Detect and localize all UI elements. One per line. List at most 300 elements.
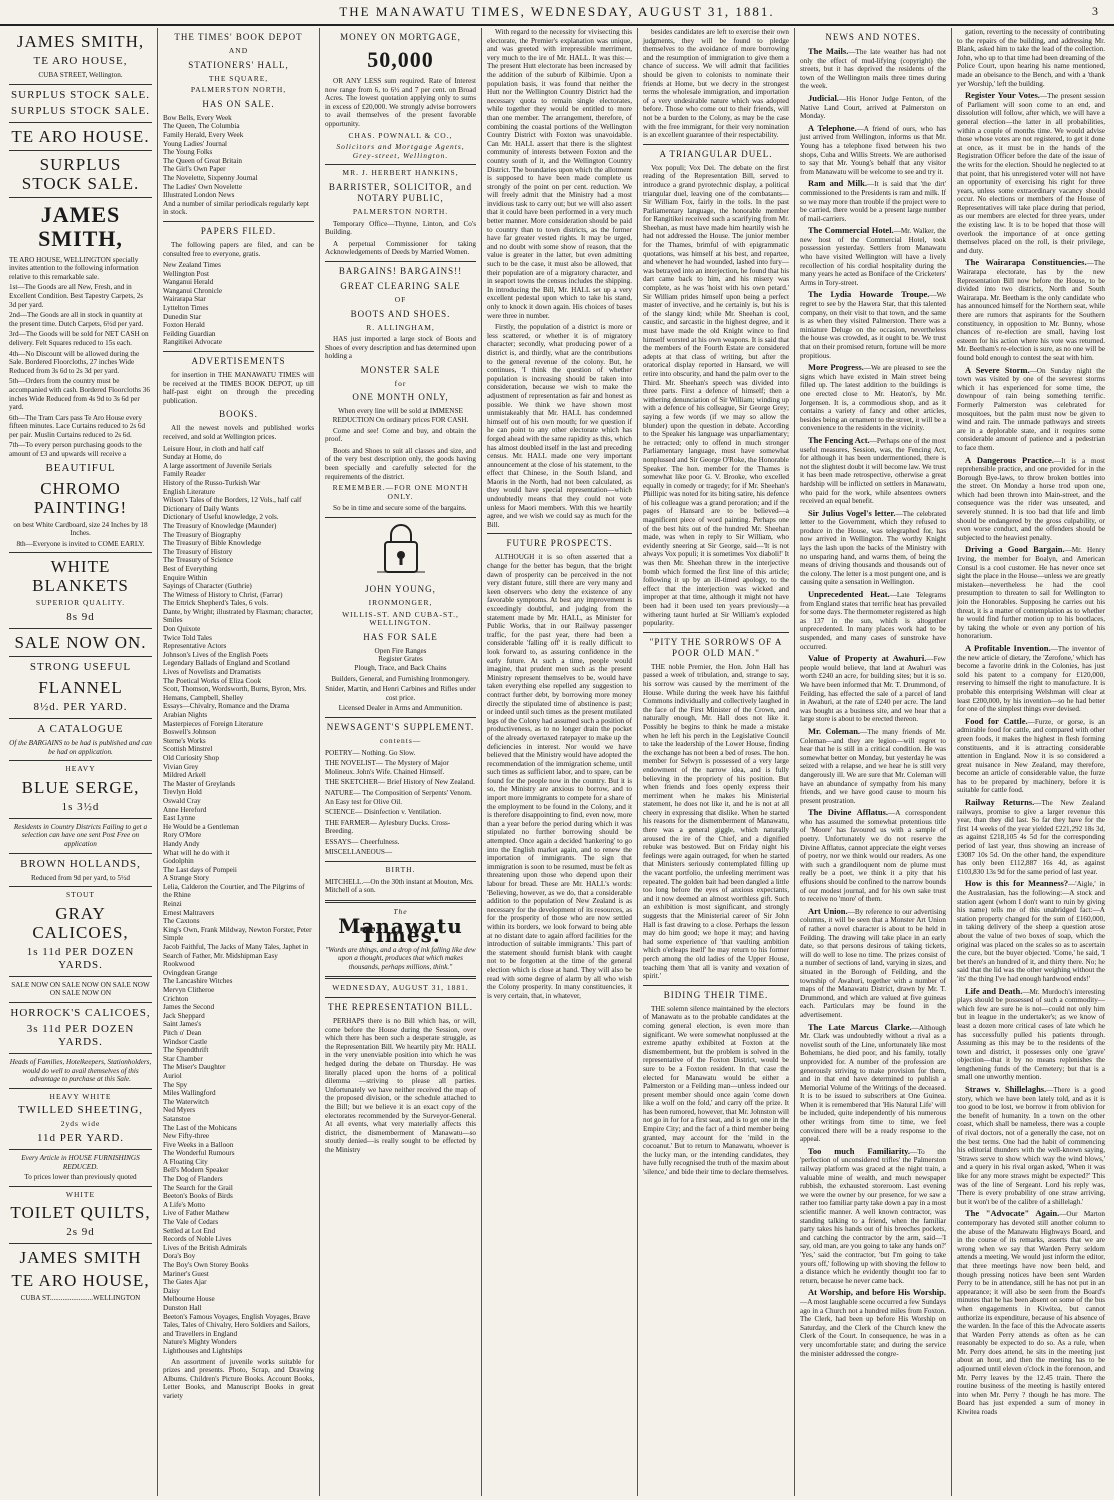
- news-item: [957, 258, 1105, 362]
- list-item: Ernest Maltravers: [163, 908, 215, 917]
- contents-item: POETRY— Nothing. Go Slow.: [325, 748, 416, 757]
- list-item: The Vale of Cedars: [163, 1218, 219, 1227]
- list-item: History of the Russo-Turkish War: [163, 478, 261, 487]
- ad-line: SURPLUS STOCK SALE.: [11, 88, 150, 101]
- list-item: Legendary Ballads of England and Scotland: [163, 659, 290, 668]
- column-book-depot: [158, 28, 320, 1496]
- news-item-body: —Mr. Murdoch's interesting plays should be possessed of such a commodity—which few are sure he is not—could not only him but in league in the undertaker's; as we know of least a dozen more critical cases of late which he has successfully pulled his patients through. Assuming as this may be to the residents of the town and district, it possesses only one 'grave' objection—that it by no means replenishes the lengthening funds of the Cemetery; but that is a small one unworthy mention.: [957, 987, 1105, 1082]
- ad-line: for: [394, 378, 407, 388]
- ad-heading: BLUE SERGE,: [21, 777, 140, 797]
- list-item: Dictionary of Useful knowledge, 2 vols.: [163, 513, 279, 522]
- list-item: Boswell's Johnson: [163, 728, 217, 737]
- ad-heading: BARGAINS! BARGAINS!!: [338, 265, 463, 276]
- ad-line: Builders, General, and Furnishing Ironmongery.: [331, 674, 470, 683]
- news-item: [957, 1085, 1105, 1206]
- news-item: [957, 644, 1105, 714]
- list-item: The Master of Greylands: [163, 779, 236, 788]
- ad-price: 8s 9d: [66, 611, 95, 624]
- ad-line: Heads of Families, Hotelkeepers, Stationholders, would do well to avail themselves of this advantage to purchase at this Sale.: [9, 1057, 152, 1084]
- news-item-body: —The many friends of Mr. Coleman—and they are legion—will regret to hear that he is still in a critical condition. He was somewhat better on Monday, but yesterday he was seized with a relapse, and we hear he is still very dangerously ill. We are sure that Mr. Coleman will have an abundance of sympathy from his many friends, and we have good cause to mourn his present prostration.: [800, 727, 946, 805]
- news-item: [800, 727, 946, 805]
- list-item: New Zealand Times: [163, 261, 221, 270]
- news-item-body: —The late weather has had not only the effect of mud-lifying (copyright) the streets, but it has deprived the residents of the town of the Wellington mails three times during the week.: [800, 48, 946, 91]
- list-item: Best of Everything: [163, 564, 218, 573]
- ad-line: HEAVY: [65, 764, 96, 774]
- ad-address: CUBA STREET, Wellington.: [38, 71, 123, 79]
- section-heading: NEWS AND NOTES.: [825, 32, 921, 42]
- list-item: Ovingdean Grange: [163, 968, 218, 977]
- list-item: Oswald Cray: [163, 796, 201, 805]
- ad-point: 5th—Orders from the country must be accompanied with cash. Bordered Floorcloths 36 inches Wide Reduced from 4s 9d to 3s 6d per yard.: [9, 377, 150, 412]
- paragraph: HAS just imported a large stock of Boots and Shoes of every description and has determined upon holding a: [325, 335, 476, 361]
- list-item: The Witness of History to Christ, (Farrar): [163, 590, 283, 599]
- list-item: The Young Folks: [163, 148, 213, 157]
- news-item: [800, 94, 946, 121]
- list-item: Dictionary of Daily Wants: [163, 504, 239, 513]
- news-item-title: The Mails.: [808, 46, 849, 56]
- list-item: Bow Bells, Every Week: [163, 113, 232, 122]
- list-item: The Caxtons: [163, 917, 200, 926]
- ad-line: 2yds wide: [60, 1119, 101, 1129]
- ad-point: 6th—The Tram Cars pass Te Aro House every fifteen minutes. Lace Curtains reduced to 2s 6d per pair. Muslin Curtains reduced to 2s 6d.: [9, 413, 146, 439]
- ad-heading: BROWN HOLLANDS,: [20, 857, 141, 870]
- ad-line: Of the BARGAINS to be had is published and can be had on application.: [9, 739, 152, 756]
- article-body: THE noble Premier, the Hon. John Hall has passed a week of tribulation, and, strange to say, his sorrow was caused by the merriment of the House. While during the week have his faithful Commons individually and collectively laughed in the face of the First Minister of the Crown, and naturally enough, Mr. Hall does not like it. Possibly he begins to think he made a mistake when he left his perch in the Legislative Council to take the leadership of the Lower House, finding the exchange has not been a bed of roses. The hon. member for Selwyn is possessed of a very large endowment of the narrow idea, and is fully believing in the propriety of his position. But when friends and foes openly express their merriment when he makes his Ministerial statement, he does not like it, and he is not at all cheery in expressing that dislike. When he started his reasons for the dismemberment of Manawatu, there was a general giggle, which naturally aroused the ire of the Chief, and a dignified rebuke was bestowed. But on Friday night his feelings were again outraged, for when he started that Ministers seriously contemplated filling up the vacant portfolio, the unfeeling merriment was repeated. The golden bait had been dangled a little too long before the eyes of anxious expectants, and it now deemed an almost worthless gift. Such an exhibition is most significant, and strongly suggests that the Ministerial career of Sir John Hall is fast drawing to a close. Perhaps the lesson may do him good; we hope it may; and having had some experience of 'that vaulting ambition which o'erleaps itself' he may return to his former perch among the old ladies of the Upper House, teaching them 'that all is vanity and vexation of spirit.': [643, 662, 789, 981]
- list-item: A Life's Motto: [163, 1200, 206, 1209]
- news-item-body: —To the 'perfection of unconsidered trifles' the Palmerston railway platform was graced at the night train, a valuable mine of wealth, and much newspaper rubbish, the exhausted storeroom. Last evening we were the owner by our presence, for we saw a rather too familiar party take down a pay in a most scientific manner. A well known contractor, was standing talking to a friend, when the familiar party takes his hands out of his breeches pockets, and catching the contractor by the arm, said—'I say, old man, are you going to take any hands on?' 'Yes,' said the contractor, 'but I'm going to take yours off,' following up with shoving the fellow to a distance which he evidently thought too far to return, because he never came back.: [800, 1147, 946, 1285]
- ad-line: Licensed Dealer in Arms and Ammunition.: [338, 704, 463, 713]
- list-item: The Treasury of Knowledge (Maunder): [163, 521, 277, 530]
- list-item: Nature's Mighty Wonders: [163, 1338, 237, 1347]
- ad-point: 4th—No Discount will be allowed during the Sale. Bordered Floorcloths, 27 inches Wide Reduced from 3s 6d to 2s 3d per yard.: [9, 349, 140, 375]
- news-item: [957, 717, 1105, 795]
- list-item: Feilding Guardian: [163, 329, 216, 338]
- list-item: Miles Wallingford: [163, 1089, 216, 1098]
- list-item: Ned Myers: [163, 1106, 196, 1115]
- list-item: Beeton's Famous Voyages, English Voyages, Brave Tales, Tales of Chivalry, Hero Soldiers and Sailors, and Travellers in England: [163, 1312, 311, 1338]
- ad-line: Open Fire Ranges Register Grates Plough, Trace, and Back Chains: [354, 646, 447, 672]
- list-item: Star Chamber: [163, 1054, 203, 1063]
- news-item: [800, 1147, 946, 1286]
- news-item-title: A Profitable Invention.: [965, 642, 1051, 653]
- ad-line: PALMERSTON NORTH,: [190, 85, 287, 95]
- article-title: "PITY THE SORROWS OF A POOR OLD MAN.": [649, 636, 783, 658]
- news-item-body: —Mr. Walker, the new host of the Commercial Hotel, took possession yesterday. Settlers from Manawatu who have visited Wellington will have a lively recollection of his cordial hospitality during the many years he acted as Boniface of the Cricketers' Arms in Tory-street.: [800, 227, 947, 287]
- article-title: THE REPRESENTATION BILL.: [327, 1002, 474, 1012]
- news-item-title: At Worship, and before His Worship.: [808, 1287, 946, 1298]
- list-item: Crichton: [163, 994, 189, 1003]
- ad-point: 2nd—The Goods are all in stock in quantity at the present time. Dutch Carpets, 6½d per yard.: [9, 311, 144, 328]
- news-item-title: The Lydia Howarde Troupe.: [808, 289, 930, 300]
- list-item: Trevlyn Hold: [163, 788, 202, 797]
- list-item: Anne Hereford: [163, 805, 207, 814]
- news-item-body: —Late Telegrams from England states that terrific heat has prevailed for some days. The thermometer registered as high as 137 in the sun, which is altogether unprecedented. In many places work had to be suspended, and many cases of sunstroke have occurred.: [800, 591, 946, 651]
- news-item-title: Food for Cattle.: [965, 715, 1028, 726]
- list-item: Sterne's Works: [163, 736, 206, 745]
- list-item: Wilson's Tales of the Borders, 12 Vols., half calf: [163, 496, 302, 505]
- list-item: Vivian Grey: [163, 762, 199, 771]
- ad-line: CHAS. POWNALL & CO.,: [348, 130, 453, 140]
- papers-list: [163, 261, 314, 347]
- column-news-notes-2: [952, 28, 1110, 1496]
- contents-item: NATURE— The Composition of Serpents' Venom. An Easy test for Olive Oil.: [325, 788, 472, 806]
- ad-intro: TE ARO HOUSE, WELLINGTON specially invites attention to the following information relative to this remarkable sale.: [9, 255, 139, 281]
- list-item: New Fifty-three: [163, 1132, 210, 1141]
- paragraph: Boots and Shoes to suit all classes and size, and of the very best description only, the goods having been specially and carefully selected for the requirements of the district.: [325, 446, 476, 481]
- ad-heading: JAMES SMITH: [19, 1248, 142, 1268]
- ad-heading: MONEY ON MORTGAGE,: [340, 32, 461, 42]
- news-item: [957, 456, 1105, 543]
- ad-line: A CATALOGUE: [37, 723, 124, 736]
- ad-point: 7th—To every person purchasing goods to the amount of £3 and upwards will receive a: [9, 441, 142, 459]
- ad-line: 8th—Everyone is invited to COME EARLY.: [16, 539, 145, 548]
- list-item: Don Quixote: [163, 625, 201, 634]
- article-body: THE solemn silence maintained by the electors of Manawatu as to the probable candidates at the coming general election, is even more than significant. We were somewhat nonplussed at the extreme apathy exhibited at Foxton at the dismemberment, but the problem is solved in the representative of the Foxton District, would be sure to be a Foxton resident. In that case the elected for Manawatu would be either a Palmerston or a Feilding man—unless indeed our present member should once again 'come down like a wolf on the fold,' and carry off the prize. It has been rumored, however, that Mr. Johnston will not go in for for a first seat, and is to get one in the Empire City; and the fact of a third member being granted, may account for the 'mild in the cocoanut.' But to return to Manawatu, whoever is the lucky man, or the intending candidates, they have fully recognised the truth of the maxim about 'silence,' and bide their time to declare themselves.: [643, 1004, 789, 1177]
- list-item: The Spy: [163, 1080, 188, 1089]
- list-item: A Strange Story: [163, 874, 209, 883]
- list-item: Twice Told Tales: [163, 633, 212, 642]
- article-body: besides candidates are left to exercise their own judgments, they will be found to pledge themselves to the avoidance of more borrowing and the resumption of immigration to give them a chance of success. We will admit that facilities should be given to colonists to nominate their friends at Home, but we decry in the strongest terms the wholesale immigration, and importation of a very undesirable nature which was adopted before. Those who come out to their friends, will not be a burden to the Colony, as may be the case with the free immigrant, for their very nomination is an excellent guarantee of their respectability.: [643, 28, 789, 140]
- news-item-body: —A correspondent who has assumed the somewhat pretentious title of 'Moore' has favoured us with a sample of poetry. Unfortunately we do not reserve the Divine Afflatus, cannot appreciate the eight verses of poetry, nor we think would our readers. As one with such a grandiloquent nom de plume must really be a poet, we think it a pity that his effusions should be confined to the narrow bounds of our modest journal, and for his own sake trust to receive no 'more' of them.: [800, 809, 947, 904]
- news-item: [957, 1209, 1105, 1416]
- paragraph: All the newest novels and published works received, and sold at Wellington prices.: [163, 424, 314, 441]
- news-item: [800, 509, 946, 587]
- ad-price: 1s 3½d: [61, 800, 100, 813]
- ad-line: IRONMONGER,: [368, 598, 433, 607]
- ad-line: Every Article in HOUSE FURNISHINGS REDUCED.: [21, 1153, 140, 1171]
- ad-heading: SURPLUS STOCK SALE.: [21, 154, 140, 193]
- news-item: [957, 879, 1105, 983]
- ad-heading: TE ARO HOUSE.: [11, 126, 150, 146]
- paragraph: So be in time and secure some of the bargains.: [333, 504, 467, 513]
- ad-line: BEAUTIFUL: [45, 461, 116, 474]
- ad-line: PALMERSTON NORTH.: [352, 206, 449, 216]
- news-item-title: Driving a Good Bargain.: [965, 544, 1065, 555]
- column-editorial: [482, 28, 638, 1496]
- list-item: Sunday at Home, do: [163, 453, 222, 462]
- list-item: The Treasury of Biography: [163, 530, 242, 539]
- paragraph: OR ANY LESS sum required. Rate of Interest now range from 6, to 6½ and 7 per cent. on Broad Acres. The lowest quotation applying only to sums in excess of £20,000. We strongly advise borrowers to avail themselves of the present favorable opportunity.: [325, 77, 476, 128]
- contents-item: THE NOVELIST— The Mystery of Major Molineux. John's Wife. Chained Himself.: [325, 759, 449, 776]
- contents-item: THE FARMER— Aylesbury Ducks. Cross-Breeding.: [325, 818, 451, 836]
- list-item: Auriol: [163, 1071, 182, 1080]
- list-item: The Boy's Own Storey Books: [163, 1261, 249, 1269]
- article-body: gation, reverting to the necessity of contributing to the repairs of the building, and addressing Mr. Blank, asked him to take the lead of the collection. John, who up to that time had been dreaming of the Police Court, upon hearing his name mentioned, made an obeisance to the Bench, and with a 'thank yer Worship,' left the building.: [957, 28, 1105, 88]
- news-item: [800, 179, 946, 223]
- ad-heading: TE ARO HOUSE,: [11, 1271, 150, 1291]
- news-item: [800, 907, 946, 1020]
- column-james-smith-ad: [4, 28, 158, 1496]
- ad-point: 1st—The Goods are all New, Fresh, and in Excellent Condition. Best Tapestry Carpets, 2s 3d per yard.: [9, 283, 144, 309]
- column-editorial-2: [638, 28, 795, 1496]
- news-item-title: Straws v. Shillelaghs.: [965, 1084, 1047, 1095]
- periodicals-list: [163, 114, 314, 217]
- list-item: He Would be a Gentleman: [163, 822, 239, 831]
- news-item-body: —We are pleased to see the signs which have existed in Main street being filled up. The latest addition to the buildings is one erected close to Mr. Heaton's, by Mr. Jorgensen. It is, a commodious shop, and as it contains a variety of fancy and other articles, besides being an ornament to the street, it will be a convenience to the residents in the vicinity.: [800, 364, 947, 433]
- list-item: The Spendthrift: [163, 1046, 209, 1055]
- news-item: [957, 798, 1105, 876]
- list-item: Bell's Modern Speaker: [163, 1166, 229, 1175]
- ad-heading: MONSTER SALE: [360, 364, 441, 375]
- list-item: Wairarapa Star: [163, 295, 206, 304]
- news-items: [957, 91, 1105, 1416]
- news-item-body: —The inventor of the new article of dietary, the 'Zerofone,' which has become a favorite drink in the Colonies, has just sold his patent to a company for £120,000, reserving to himself the right to manufacture. It is probable this enterprising Welshman will clear at least £200,000, by his invention—so he had better for one of the simplest things ever devised.: [957, 644, 1105, 714]
- ad-line: MR. J. HERBERT HANKINS,: [342, 168, 459, 178]
- news-item: [800, 47, 946, 91]
- news-item: [800, 363, 946, 433]
- list-item: Godolphin: [163, 857, 194, 866]
- ad-heading: SALE NOW ON.: [14, 633, 147, 653]
- news-item-body: —By reference to our advertising columns, it will be seen that a Monster Art Union of rather a novel character is about to be held in Feilding. The drawing will take place in an early date, so that persons desirous of taking tickets, will do well to lose no time. The prizes consist of a number of sections of land, varying in sizes, and situated in the Borough of Feilding, and the township of Awahuri, together with a number of maps of the Manawatu District, drawn by Mr. T. Drummond, and which are valued at five guineas each. Particulars may be found in the advertisement.: [800, 907, 946, 1019]
- news-item-body: —The New Zealand railways, promise to give a larger revenue this year, than they did last. So far they have for the first 14 weeks of the year yielded £221,292 18s 3d, as against £218,105 4s 5d for the corresponding period of last year, thus showing an increase of £3087 10s 5d. On the other hand, the expenditure has only been £112,887 16s 4d, as against £103,830 13s 9d for the same period of last year.: [957, 799, 1105, 876]
- list-item: The Wonderful Rumours: [163, 1149, 235, 1158]
- list-item: Saint James's: [163, 1020, 202, 1029]
- list-item: East Lynne: [163, 814, 196, 823]
- ad-line: HEAVY WHITE: [49, 1091, 112, 1101]
- ad-address: CUBA ST........................WELLINGTON: [20, 1294, 141, 1303]
- list-item: Johnson's Lives of the English Poets: [163, 650, 268, 659]
- list-item: The Treasury of Bible Knowledge: [163, 539, 262, 548]
- column-news-notes: [795, 28, 952, 1496]
- list-item: English Literature: [163, 487, 216, 496]
- ad-line: OF: [394, 294, 407, 304]
- news-item-title: Judicial.: [808, 92, 839, 103]
- list-item: Rookwood: [163, 960, 195, 969]
- paragraph: The following papers are filed, and can be consulted free to everyone, gratis.: [163, 240, 314, 258]
- news-item-title: The Divine Afflatus.: [808, 807, 888, 818]
- news-item-title: The Commercial Hotel.: [808, 225, 894, 236]
- news-item-body: —It is a most reprehensible practice, and one provided for in the Borough Bye-laws, to throw broken bottles into the street. On Monday a horse trod upon one, which had been thrown into Main-street, and the consequence was the rider was unseated, and severely stunned. It is too bad that life and limb should be endangered by the gross culpability, or even worse conduct, and the offenders should be subjected to the heaviest penalty.: [957, 456, 1106, 542]
- news-item-body: —A most laughable scene occurred a few Sundays ago in a Church not a hundred miles from Foxton. The Clerk, had been up before His Worship on Saturday, and the Clerk of the Church knew the Clerk of the Court. In consequence, he was in a very uncomfortable state; and during the service the minister addressed the congre-: [800, 1297, 946, 1358]
- news-item-title: Register Your Votes.: [965, 90, 1040, 101]
- list-item: The Search for the Grail: [163, 1183, 233, 1192]
- list-item: The Treasury of History: [163, 547, 233, 556]
- article-body: With regard to the necessity for vivisecting this electorate, the Premier's explanation was unique, and was greeted with irrepressible merriment, very much to the ire of Mr. HALL. It was this:— The present Hutt electorate has been increased by the addition of the suburb of Kilbirnie. Upon a population basis, it was found that neither the Hutt nor the Wellington Country District had the necessary quota to remain single electorates, while together they would be entitled to more than one member. The arrangement, therefore, of combining the coastal portions of the Wellington Country District with Foxton was unavoidable. Can Mr. HALL assert that there is the slightest community of interests between Foxton and the country south of it, and the Wellington Country District. The boundaries upon which the allotment is supposed to have been made complete us strongly of the point on per cent. reduction. We will freely admit that the Ministry had a most invidious task to carry out; but we will also assert that it could have been performed in a very much better manner. More consideration should be paid to country than to town districts, as the former have far greater vested rights. It may be urged, and no doubt with some show of reason, that the value is greater in the latter, but even admitting such to be the case, it must also be allowed, that their population are of a migratory character, and in seaport towns the census includes the shipping. In introducing the Bill, Mr. HALL set up a very excellent pedestal upon which to take his stand, only to knock it down again. His choices of bases were three in number.: [487, 28, 632, 320]
- list-item: Windsor Castle: [163, 1037, 208, 1046]
- news-item-body: —Furze, or gorse, is an admirable food for cattle, and compared with other green foods, it makes the highest in flesh forming constituents, and it is attracting considerable attention in England. Now it is so considered a great nuisance in New Zealand, may therefore, become an article of considerable value, the furze has to be prepared by machinery, before it is suitable for cattle food.: [957, 717, 1106, 795]
- paragraph: for insertion in THE MANAWATU TIMES will be received at the TIMES BOOK DEPOT, up till half-past eight on through the preceding publication.: [163, 371, 314, 405]
- list-item: Jack Sheppard: [163, 1011, 205, 1020]
- list-item: Dunedin Star: [163, 312, 202, 321]
- ad-line: WHITE: [65, 1189, 96, 1199]
- contents-item: THE SKETCHER— Brief History of New Zealand.: [325, 778, 475, 787]
- news-item: [800, 590, 946, 651]
- list-item: Melbourne House: [163, 1295, 215, 1304]
- ad-price: 1s 11d PER DOZEN YARDS.: [26, 945, 135, 971]
- news-item-body: —'Aigle,' in the Australasian, has the following:—A stock and station agent (whom I don't want to ruin by giving his name) tells me of this unabridged fact:—A station property changed for the sum of £160,000, in taking delivery of the sheep a question arose about the value of two boxes of soap, which the original was placed on the scales so as to ascertain the cure, but the buyer objected. 'Come,' he said, 'I bet there's an hundred of it, and thirty there. No; he said that the lid was the other weighing without the 'its' the thing I've had enough hardwood ends!': [957, 880, 1105, 983]
- list-item: Illustrated London News: [163, 191, 235, 200]
- ad-price: 11d PER YARD.: [36, 1131, 125, 1144]
- list-item: Family Reader: [163, 470, 206, 479]
- list-item: Foxton Herald: [163, 321, 205, 330]
- ad-heading: TOILET QUILTS,: [10, 1203, 151, 1223]
- list-item: Leisure Hour, in cloth and half calf: [163, 444, 264, 453]
- ad-heading: GREAT CLEARING SALE: [340, 280, 461, 291]
- news-item-title: Railway Returns.: [965, 797, 1035, 808]
- ad-heading: JAMES SMITH,: [16, 32, 145, 51]
- ad-price: Reduced from 9d per yard, to 5½d: [30, 873, 130, 882]
- section-heading: BIRTH.: [385, 865, 416, 875]
- news-items: [800, 47, 946, 1358]
- news-item: [957, 545, 1105, 641]
- ad-heading: JAMES SMITH,: [38, 201, 123, 251]
- list-item: The Novelette, Sixpenny Journal: [163, 173, 258, 182]
- news-item-body: —Mr. Henry Irving, the member for Boalyn, and American Consul is a cool customer. He has never once set sight the place in the House—unless we are greatly mistaken—nevertheless he had the cool presumption to threaten to sail for Wellington to join the Honorables. Supposing he carries out his threat, it is a matter of contemplation as to whether he would find further motion up to his bootlaces, by taking the whole or even any portion of his honorarium.: [957, 546, 1105, 641]
- news-item: [957, 366, 1105, 453]
- nameplate-article: The: [393, 906, 408, 916]
- article-body: Firstly, the population of a district is more or less scattered, or whether it is of migratory character; secondly, what producing power of a district is, and thirdly, what are the contributions to the general revenue of the colony. But, he continues, 'I think the question of whether population is increasing should be taken into consideration, because we wish to make the adjustment of representation as fair and honest as possible. We think we have shown most unmistakeably that Mr. HALL has condemned himself out of his own mouth; for we question if he can point to any other electorate which has forged ahead with the same rapidity as this, which has almost doubled itself in the last and preceding census. Mr. HALL made one very important announcement at the close of his statement, to the effect that Chinese, in the South Island, and Maoris in the North, had not been calculated, as they would have special representation—which undoubtedly means that they could not vote unless for Maori members. With this we heartily agree, and we wish we could say as much for the Bill.: [487, 323, 632, 529]
- ad-line: SALE NOW ON SALE NOW ON SALE NOW ON SALE NOW ON: [11, 980, 150, 998]
- ad-heading: ONE MONTH ONLY,: [352, 392, 449, 403]
- list-item: Young Ladies' Journal: [163, 139, 228, 148]
- ad-line: Solicitors and Mortgage Agents, Grey-street, Wellington.: [336, 142, 465, 160]
- news-item-body: —Although Mr. Clark was undoubtedly without a rival as a novelist south of the Line, unfortunately like most Bohemians, he died poor, and his family, totally unprovided for. A number of the profession are generously striving to make provision for them, and in that end have determined to publish a Memorial Volume of the Writings of the deceased. It is to be issued to subscribers at One Guinea. When it is remembered that 'His Natural Life' will be included, quite independently of his numerous other writings from time to time, we feel convinced there will be a ready response to the appeal.: [800, 1023, 946, 1144]
- list-item: What will he do with it: [163, 848, 230, 857]
- news-item-body: —Few people would believe, that land at Awahuri was worth £240 an acre, for building sites; but it is so. We have been informed that Mr. T. Drummond, of Feilding, has effected the sale of a parcel of land in Awahuri, at the rate of £240 per acre. The land was bought as a business site, and we hear that a large store is about to be erected thereon.: [800, 655, 946, 724]
- ad-heading: JOHN YOUNG,: [365, 584, 436, 594]
- list-item: Rory O'More: [163, 831, 202, 840]
- contents-item: SCIENCE— Disinfection v. Ventilation.: [325, 808, 442, 817]
- list-item: Arabian Nights: [163, 711, 208, 719]
- news-item-title: Unprecedented Heat.: [808, 589, 890, 600]
- news-item-title: Sir Julius Vogel's letter.: [808, 507, 896, 518]
- section-heading: BOOKS.: [219, 409, 258, 420]
- list-item: The Last days of Pompeii: [163, 865, 237, 874]
- issue-date: WEDNESDAY, AUGUST 31, 1881.: [332, 983, 469, 993]
- list-item: The Queen of Great Britain: [163, 156, 243, 165]
- ad-amount: 50,000: [367, 47, 434, 72]
- list-item: A large assortment of Juvenile Serials: [163, 461, 272, 470]
- ad-line: REMEMBER.—FOR ONE MONTH ONLY.: [332, 483, 469, 501]
- ad-point: 3rd—The Goods will be sold for NET CASH on delivery. Felt Squares reduced to 15s each.: [9, 330, 149, 347]
- ad-heading: HAS ON SALE.: [202, 98, 275, 109]
- news-item-title: The Wairarapa Constituencies.: [965, 257, 1087, 268]
- news-item-body: —We regret to see by the Hawera Star, that this talented company, on their visit to that town, and the same is as when they visited Palmerston. There was a miniature Deluge on the occasion, nevertheless the house was crowded, as it ought to be. We trust that on their promised return, fortune will be more propitious.: [800, 291, 946, 360]
- news-item: [800, 290, 946, 360]
- list-item: The Last of the Mohicans: [163, 1123, 237, 1132]
- list-item: Masterpieces of Foreign Literature: [163, 719, 263, 728]
- ad-price: 2s 9d: [66, 1226, 95, 1239]
- list-item: Enquire Within: [163, 573, 208, 582]
- newspaper-motto: "Words are things, and a drop of ink falling like dew upon a thought, produces that which makes thousands, perhaps millions, think.": [325, 945, 476, 971]
- ad-line: Residents in Country Districts Failing to get a selection can have one sent Post Free on application: [13, 822, 148, 848]
- ad-line: Snider, Martin, and Henri Carbines and Rifles under cost price.: [325, 685, 476, 702]
- ad-line: on best White Cardboard, size 24 Inches by 18 Inches.: [13, 520, 148, 538]
- news-item-body: —The present session of Parliament will soon come to an end, and dissolution will follow, after which, we will have a general election—the latter in all probabilities, within a couple of months time. We would advise those whose votes are not registered, to get it done at once, as it must be in the hands of the Registration Officer before the date of the issue of the writs for the election. Should he neglected to at that point, that his unregistered voter will not have an opportunity of exercising his right for three years, unless some extraordinary vacancy should occur. No elections or members of the House of Representatives will take place during that period, as our members are elected for three years, under the existing law. It is to be hoped that those will overlook the importance of at once getting themselves placed on the roll, is their privilege, and duty.: [957, 92, 1105, 255]
- article-title: FUTURE PROSPECTS.: [506, 538, 613, 549]
- list-item: Records of Noble Lives: [163, 1235, 232, 1244]
- news-item-title: Value of Property at Awahuri.: [808, 653, 927, 664]
- list-item: The Waterwitch: [163, 1097, 209, 1106]
- news-item-body: —On Sunday night the town was visited by one of the severest storms which it has experienced for some time, the downpour of rain being something terrific. Formerly Palmerston was celebrated for mosquitoes, but the palm must now be given to wind and rain. The unmade pathways and streets are in a deplorable state, and it requires some considerable amount of patience and a pedestrian to face them.: [957, 366, 1105, 452]
- ad-line: SUPERIOR QUALITY.: [35, 598, 126, 608]
- news-item-body: —A friend of ours, who has just arrived from Wellington, informs us that Mr. Young has a telephone fixed between his two shops, Cuba and Willis Streets. We are authorised to say that Mr. Young's behalf that any visitor from Manawatu will be welcome to see and try it.: [800, 124, 946, 176]
- list-item: Representative Actors: [163, 642, 227, 651]
- news-item-title: Life and Death.: [965, 985, 1023, 996]
- contents-item: MISCELLANEOUS—: [325, 848, 393, 857]
- ad-heading: HAS FOR SALE: [363, 631, 438, 642]
- news-item-body: —Our Marton contemporary has devoted still another column to the abuse of the Manawatu Highways Board, and in the course of its remarks, asserts that we are wrong when we say that Warden Perry seldom attends a meeting. We would just inform the editor, that three meetings have now been held, and though pressing notices have been sent Warden Perry to be in attendance, still he has not put in an appearance; it will also be seen from the Board's minutes that he has been absent on some of the bus when engagements in Kiwitea, but cannot authorize its expenditure, because of his absence of the warden. In the face of this the Advocate asserts that Warden Perry attends as often as he can reasonably be expected to do so. As a rule, when Mr. Perry does attend, he sits in the meeting just about an hour, and then the meeting has to be adjourned until eleven o'clock in the forenoon, and Mr. Perry leaves by the 12.45 train. There the routine business of the meeting is hastily entered into when Mr. Perry ? though he has more. The Board has just expended a sum of money in Kiwitea roads: [957, 1210, 1106, 1417]
- ad-line: WILLIS-ST. AND CUBA-ST., WELLINGTON.: [342, 609, 459, 628]
- list-item: Wanganui Chronicle: [163, 286, 223, 295]
- section-heading: PAPERS FILED.: [200, 225, 277, 236]
- news-item-title: Too much Familiarity.: [808, 1145, 911, 1156]
- list-item: The Ettrick Shepherd's Tales, 6 vols.: [163, 599, 269, 608]
- ad-line: SURPLUS STOCK SALE.: [11, 104, 150, 117]
- ad-heading: FLANNEL: [38, 678, 123, 698]
- list-item: Five Weeks in a Balloon: [163, 1140, 234, 1149]
- article-body: Vox populi; Vox Dei. The debate on the first reading of the Representation Bill, served to introduce a grand pyrotechnic display, a political triangular duel, leaving one of the combatants—Sir William Fox, fairly in the toils. In the past Parliamentary language, the honorable member for Rangitikei received such a scarifying from Mr. Sheehan, as must have made him heartily wish he had not addressed the House. The junior member for the Thames, brimful of with epigrammatic quotations, was himself at his best, and repartee, and whenever he had wounded, lashed into fury—was betrayed into an interjection, he found that his dart came back to him, and his misery was complete, as he was 'hoist with his own petard.' Sir William prides himself upon being a perfect master of invective, and he certainly is, but his is of the slangy kind; while Mr. Sheehan is cool, caustic, and sarcastic in the highest degree, and it must have made the old Knight wince to find himself worsted at his own weapons. It is said that the members of the Fourth Estate are considered adepts at that class of writing, but after the oratorical display reported in Hansard, we will retire into obscurity, and hand the palm over to the Third. Mr. Sheehan's speech was divided into three parts. First a defence of himself; then a withering denunciation of Sir William; winding up with a defence of his colleague, Sir George Grey; saying a few words (if we may so allow the blunder) upon the question in debate. According to the Speaker his language was unparliamentary; he retracted; only to offend in much stronger Parliamentary language, must have somewhat nonplussed and Sir George O'Roke, the Honorable Speaker. The hon. member for the Thames is somewhat like poor G. V. Brooke, who excelled equally in comedy or tragedy; for if Mr. Sheehan's Phillipic was noted for its biting satire, his defence of his colleague was a grand peroration; and if the pages of Hansard are to be believed—a magnificent piece of word painting. Perhaps one of the best hits out of the hundred Mr. Sheehan made, was when in reply to Sir William, who evidently sneering at Sir George, said—'It is not always Vox populi; it is sometimes Vox diaboli!' It was then Mr. Sheehan threw in the interjective bomb which formed the first line of this article; following it up by an ill-timed apology, to the effect that the interjection was wicked and improper at that time, although it might not have been had it been used ten years previously—a withering taunt hurled at Sir William's exploded popularity.: [643, 163, 789, 628]
- news-item-title: More Progress.: [808, 362, 864, 373]
- section-heading: ADVERTISEMENTS: [191, 356, 286, 367]
- news-item-title: Art Union.: [808, 905, 848, 916]
- paragraph: A perpetual Commissioner for taking Acknowledgements of Deeds by Married Women.: [325, 239, 476, 257]
- list-item: Mariner's Guest: [163, 1269, 209, 1278]
- list-item: Mildred Arkell: [163, 771, 206, 780]
- list-item: Essays—Chivalry, Romance and the Drama: [163, 702, 290, 711]
- news-item-title: A Telephone.: [808, 122, 857, 133]
- list-item: The Girl's Own Paper: [163, 165, 226, 174]
- list-item: Lyttelton Times: [163, 304, 209, 313]
- list-item: The Poetical Works of Eliza Cook: [163, 676, 262, 685]
- news-item: [800, 808, 946, 904]
- ad-line: STOUT: [65, 890, 96, 900]
- list-item: Live of Father Mathew: [163, 1209, 230, 1218]
- list-item: Wellington Post: [163, 269, 209, 278]
- ad-line: To prices lower than previously quoted: [24, 1173, 137, 1182]
- list-item: Mervyn Clitheroe: [163, 986, 215, 994]
- ad-line: THE SQUARE,: [208, 73, 269, 83]
- newspaper-columns: [4, 28, 1110, 1496]
- article-title: A TRIANGULAR DUEL.: [659, 148, 773, 159]
- list-item: Pitch o' Dean: [163, 1028, 202, 1037]
- list-item: James the Second: [163, 1003, 215, 1012]
- list-item: Satanstoe: [163, 1114, 191, 1123]
- news-item-title: The Fencing Act.: [808, 434, 870, 445]
- list-item: Scottish Minstrel: [163, 745, 213, 754]
- newspaper-nameplate: Manawatu Times.: [338, 914, 463, 948]
- ad-heading: CHROMO PAINTING!: [33, 478, 128, 517]
- ad-price: 3s 11d PER DOZEN YARDS.: [26, 1022, 135, 1048]
- page-number: 3: [1092, 4, 1100, 18]
- list-item: Lives of Novelists and Dramatists: [163, 668, 261, 677]
- list-item: Family Herald, Every Week: [163, 130, 244, 139]
- list-item: Lighthouses and Lightships: [163, 1346, 243, 1355]
- ad-line: STRONG USEFUL: [29, 661, 132, 674]
- ad-heading: GRAY CALICOES,: [32, 903, 129, 942]
- news-item-body: —The Wairarapa electorate, has by the new Representation Bill now before the House, to be divided into two districts, North and South Wairarapa. Mr. Beetham is the only candidate who has announced himself for the Northern seat, while there are rumors that aspirants for the Southern constituency, in opposition to Mr. Bunny, whose chances of re-election are small, having lost esteem for his action where his vote was returned. Mr. Beetham's re-election is sure, as no one will be found bold enough to contest the seat with him.: [957, 259, 1105, 362]
- lock-crest-icon: [371, 524, 431, 578]
- list-item: Daisy: [163, 1286, 180, 1295]
- list-item: The Miser's Daughter: [163, 1063, 226, 1072]
- list-item: A Floating City: [163, 1157, 208, 1166]
- section-heading: NEWSAGENT'S SUPPLEMENT.: [326, 721, 475, 732]
- news-item: [800, 1023, 946, 1144]
- ad-heading: TE ARO HOUSE,: [33, 55, 128, 67]
- ad-line: contents—: [379, 735, 422, 745]
- news-item: [800, 654, 946, 724]
- list-item: Jacob Faithful, The Jacks of Many Tales, Japhet in Search of Father, Mr. Midshipman Easy: [163, 943, 309, 960]
- list-item: Dunston Hall: [163, 1303, 202, 1312]
- list-item: Handy Andy: [163, 839, 200, 848]
- news-item: [800, 436, 946, 506]
- list-item: Lelia, Calderon the Courtier, and The Pilgrims of the Rhine: [163, 882, 305, 900]
- paragraph: An assortment of juvenile works suitable for prizes and presents. Photo, Scrap, and Drawing Albums. Children's Picture Books. Account Books, Letter Books, and Manuscript Books in great variety: [163, 1357, 314, 1400]
- list-item: Scott, Thomson, Wordsworth, Burns, Byron, Mrs. Hemans, Campbell, Shelley: [163, 685, 307, 702]
- book-list: [163, 445, 314, 1356]
- ad-line: When every line will be sold at IMMENSE REDUCTION On ordinary prices FOR CASH.: [332, 407, 469, 425]
- ad-heading: THE TIMES' BOOK DEPOT: [174, 32, 303, 42]
